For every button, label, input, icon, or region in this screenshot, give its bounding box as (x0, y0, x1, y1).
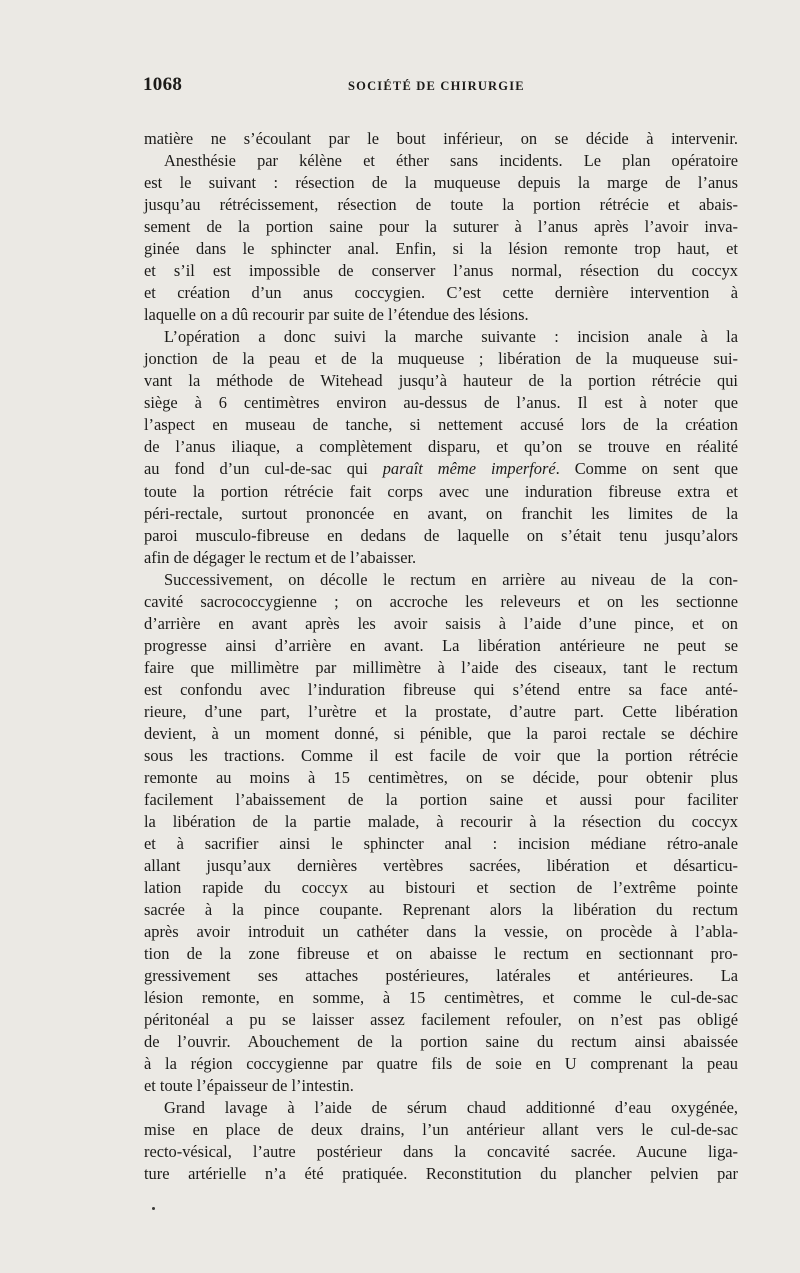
text-line: lésion remonte, en somme, à 15 centimètres, et comme le cul-de-sac (144, 988, 738, 1008)
print-speck (152, 1207, 155, 1210)
text-line: tion de la zone fibreuse et on abaisse le rectum en sectionnant pro- (144, 944, 738, 964)
text-line: est le suivant : résection de la muqueuse depuis la marge de l’anus (144, 173, 738, 193)
text-line: d’arrière en avant après les avoir saisis à l’aide d’une pince, et on (144, 613, 738, 633)
text-line: et s’il est impossible de conserver l’anus normal, résection du coccyx (144, 261, 738, 281)
text-line: gressivement ses attaches postérieures, latérales et antérieures. La (144, 966, 738, 986)
text-line: paroi musculo-fibreuse en dedans de laquelle on s’était tenu jusqu’alors (144, 525, 738, 545)
text-line: progresse ainsi d’arrière en avant. La libération antérieure ne peut se (144, 635, 738, 655)
text-line: facilement l’abaissement de la portion saine et aussi pour faciliter (144, 789, 738, 809)
page-number: 1068 (143, 74, 183, 95)
running-head: SOCIÉTÉ DE CHIRURGIE (348, 79, 525, 93)
text-line: péritonéal a pu se laisser assez facilement refouler, on n’est pas obligé (144, 1010, 738, 1030)
text-line: la libération de la partie malade, à recourir à la résection du coccyx (144, 811, 738, 831)
text-line: de l’ouvrir. Abouchement de la portion saine du rectum ainsi abaissée (144, 1032, 738, 1052)
text-line: à la région coccygienne par quatre fils de soie en U comprenant la peau (144, 1054, 738, 1074)
text-line: jusqu’au rétrécissement, résection de toute la portion rétrécie et abais- (144, 195, 738, 215)
text-line: allant jusqu’aux dernières vertèbres sacrées, libération et désarticu- (144, 856, 738, 876)
text-line: sacrée à la pince coupante. Reprenant alors la libération du rectum (144, 900, 738, 920)
text-line: siège à 6 centimètres environ au-dessus de l’anus. Il est à noter que (144, 393, 738, 413)
body-text (144, 128, 738, 1186)
text-line: au fond d’un cul-de-sac qui paraît même imperforé. Comme on sent que (144, 459, 738, 479)
text-line: de l’anus iliaque, a complètement disparu, et qu’on se trouve en réalité (144, 437, 738, 457)
text-line: ture artérielle n’a été pratiquée. Reconstitution du plancher pelvien par (144, 1164, 738, 1184)
text-line: laquelle on a dû recourir par suite de l’étendue des lésions. (144, 305, 529, 325)
text-line: après avoir introduit un cathéter dans la vessie, on procède à l’abla- (144, 922, 738, 942)
text-line: lation rapide du coccyx au bistouri et section de l’extrême pointe (144, 878, 738, 898)
text-line: mise en place de deux drains, l’un antérieur allant vers le cul-de-sac (144, 1120, 738, 1140)
text-line: remonte au moins à 15 centimètres, on se décide, pour obtenir plus (144, 767, 738, 787)
text-line: Grand lavage à l’aide de sérum chaud additionné d’eau oxygénée, (164, 1098, 738, 1118)
text-line: afin de dégager le rectum et de l’abaisser. (144, 547, 417, 567)
text-line: toute la portion rétrécie fait corps avec une induration fibreuse extra et (144, 481, 738, 501)
text-line: rieure, d’une part, l’urètre et la prostate, d’autre part. Cette libération (144, 701, 738, 721)
text-line: faire que millimètre par millimètre à l’aide des ciseaux, tant le rectum (144, 657, 738, 677)
text-line: et à sacrifier ainsi le sphincter anal : incision médiane rétro-anale (144, 834, 738, 853)
text-line: recto-vésical, l’autre postérieur dans la concavité sacrée. Aucune liga- (144, 1142, 738, 1162)
text-line: et création d’un anus coccygien. C’est cette dernière intervention à (144, 283, 738, 303)
text-line: Successivement, on décolle le rectum en arrière au niveau de la con- (164, 569, 738, 589)
text-line: ginée dans le sphincter anal. Enfin, si la lésion remonte trop haut, et (144, 239, 738, 259)
italic-phrase: paraît même imperforé (382, 459, 556, 479)
text-line: Anesthésie par kélène et éther sans incidents. Le plan opératoire (164, 151, 738, 171)
text-line: sement de la portion saine pour la suturer à l’anus après l’avoir inva- (144, 217, 738, 237)
text-line: est confondu avec l’induration fibreuse qui s’étend entre sa face anté- (144, 679, 738, 699)
page-header (143, 74, 738, 102)
text-line: matière ne s’écoulant par le bout inférieur, on se décide à intervenir. (144, 129, 738, 148)
text-line: péri-rectale, surtout prononcée en avant, on franchit les limites de la (144, 503, 738, 523)
text-line: et toute l’épaisseur de l’intestin. (144, 1076, 354, 1096)
text-line: l’aspect en museau de tanche, si nettement accusé lors de la création (144, 415, 738, 435)
text-line: vant la méthode de Witehead jusqu’à hauteur de la portion rétrécie qui (144, 371, 738, 391)
text-line: jonction de la peau et de la muqueuse ; libération de la muqueuse sui- (144, 349, 738, 369)
text-line: cavité sacrococcygienne ; on accroche les releveurs et on les sectionne (144, 591, 738, 611)
text-line: sous les tractions. Comme il est facile de voir que la portion rétrécie (144, 745, 738, 765)
text-line: devient, à un moment donné, si pénible, que la paroi rectale se déchire (144, 723, 738, 743)
text-line: L’opération a donc suivi la marche suivante : incision anale à la (164, 327, 738, 347)
